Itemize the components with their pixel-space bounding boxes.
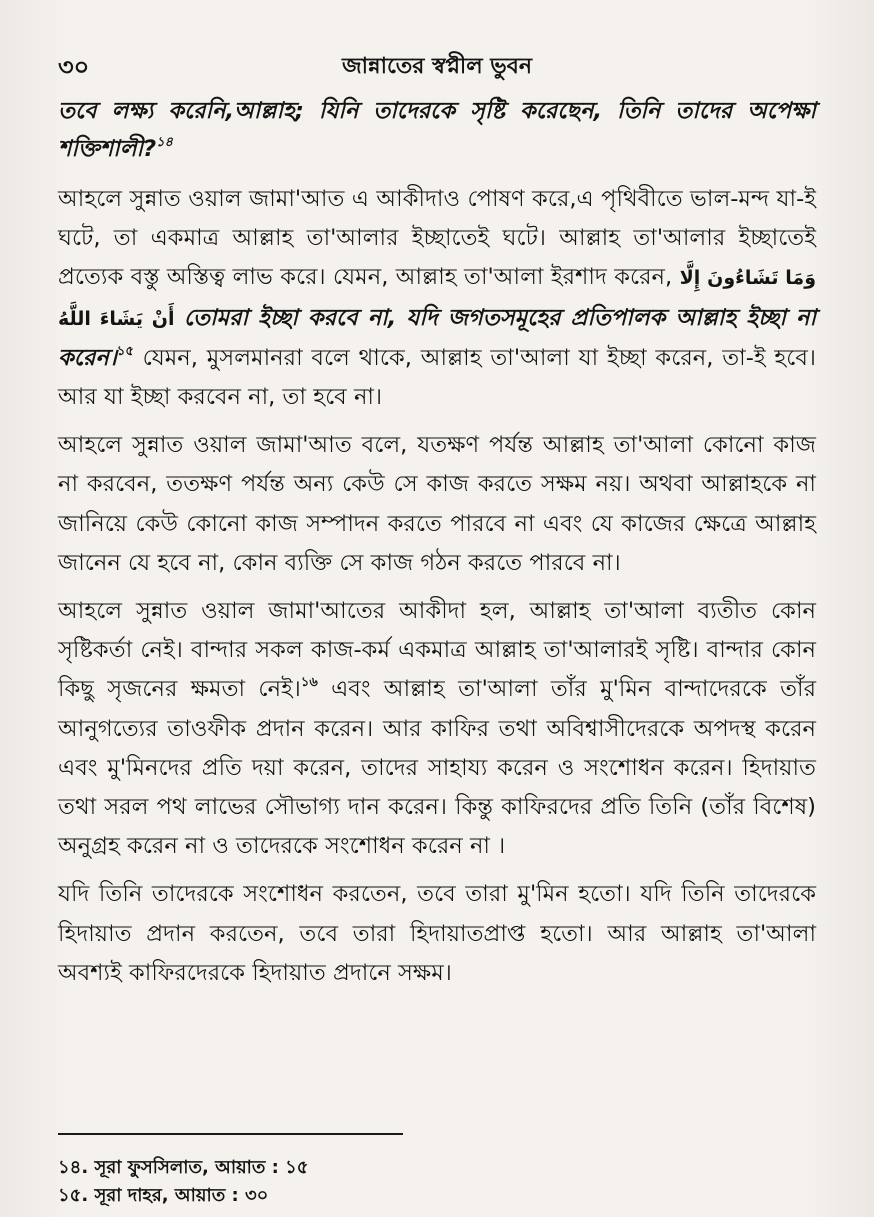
page-number: ৩০: [58, 53, 90, 81]
will-of-allah-text: আহলে সুন্নাত ওয়াল জামা'আত এ আকীদাও পোষণ করে,এ পৃথিবীতে ভাল-মন্দ যা-ই ঘটে, তা একমাত্র আল্লাহ তা'আলার ইচ্ছাতেই ঘটে। আল্লাহ তা'আলার ইচ্ছাতেই প্রত্যেক বস্তু অস্তিত্ব লাভ করে। যেমন, আল্লাহ তা'আলা ইরশাদ করেন,: [58, 186, 816, 291]
footnote-divider: [58, 1133, 403, 1135]
intro-quote-text: তবে লক্ষ্য করেনি,আল্লাহ; যিনি তাদেরকে সৃষ্টি করেছেন, তিনি তাদের অপেক্ষা শক্তিশালী?: [58, 98, 816, 162]
creator-text: আহলে সুন্নাত ওয়াল জামা'আতের আকীদা হল, আল্লাহ তা'আলা ব্যতীত কোন সৃষ্টিকর্তা নেই। বান্দার সকল কাজ-কর্ম একমাত্র আল্লাহ তা'আলারই সৃষ্টি। বান্দার কোন কিছু সৃজনের ক্ষমতা নেই।: [58, 598, 816, 703]
footnote-ref-16: ১৬: [300, 675, 318, 691]
will-of-allah-conclusion: যেমন, মুসলমানরা বলে থাকে, আল্লাহ তা'আলা যা ইচ্ছা করেন, তা-ই হবে। আর যা ইচ্ছা করবেন না, তা হবে না।: [58, 344, 816, 411]
creator-paragraph: [58, 592, 816, 866]
intro-quote-paragraph: [58, 92, 816, 168]
footnote-15: ১৫. সূরা দাহর, আয়াত : ৩০: [58, 1185, 269, 1206]
body-text: [58, 92, 816, 993]
ability-text: আহলে সুন্নাত ওয়াল জামা'আত বলে, যতক্ষণ পর্যন্ত আল্লাহ তা'আলা কোনো কাজ না করবেন, ততক্ষণ পর্যন্ত অন্য কেউ সে কাজ করতে সক্ষম নয়। অথবা আল্লাহকে না জানিয়ে কেউ কোনো কাজ সম্পাদন করতে পারবে না এবং যে কাজের ক্ষেত্রে আল্লাহ জানেন যে হবে না, কোন ব্যক্তি সে কাজ গঠন করতে পারবে না।: [58, 432, 816, 576]
verse-translation: তোমরা ইচ্ছা করবে না, যদি জগতসমূহের প্রতিপালক আল্লাহ ইচ্ছা না করেন।: [58, 304, 816, 371]
page-header: [58, 52, 816, 92]
footnotes: [58, 1154, 309, 1210]
arabic-verse: وَمَا تَشَاءُونَ إِلَّا أَنْ يَشَاءَ اللَّهُ: [58, 267, 817, 330]
footnote-14: ১৪. সূরা ফুসসিলাত, আয়াত : ১৫: [58, 1157, 309, 1178]
creator-text-continued: এবং আল্লাহ তা'আলা তাঁর মু'মিন বান্দাদেরকে তাঁর আনুগত্যের তাওফীক প্রদান করেন। আর কাফির তথা অবিশ্বাসীদেরকে অপদস্থ করেন এবং মু'মিনদের প্রতি দয়া করেন, তাদের সাহায্য করেন ও সংশোধন করেন। হিদায়াত তথা সরল পথ লাভের সৌভাগ্য দান করেন। কিন্তু কাফিরদের প্রতি তিনি (তাঁর বিশেষ) অনুগ্রহ করেন না ও তাদেরকে সংশোধন করেন না ।: [58, 676, 816, 860]
will-of-allah-paragraph: [58, 180, 816, 417]
running-title: জান্নাতের স্বপ্নীল ভুবন: [341, 54, 533, 79]
guidance-text: যদি তিনি তাদেরকে সংশোধন করতেন, তবে তারা মু'মিন হতো। যদি তিনি তাদেরকে হিদায়াত প্রদান করতেন, তবে তারা হিদায়াতপ্রাপ্ত হতো। আর আল্লাহ তা'আলা অবশ্যই কাফিরদেরকে হিদায়াত প্রদানে সক্ষম।: [58, 881, 816, 986]
footnote-ref-14: ১৪: [156, 135, 173, 150]
ability-paragraph: [58, 426, 816, 583]
guidance-paragraph: [58, 875, 816, 993]
footnote-ref-15: ১৫: [116, 343, 134, 359]
